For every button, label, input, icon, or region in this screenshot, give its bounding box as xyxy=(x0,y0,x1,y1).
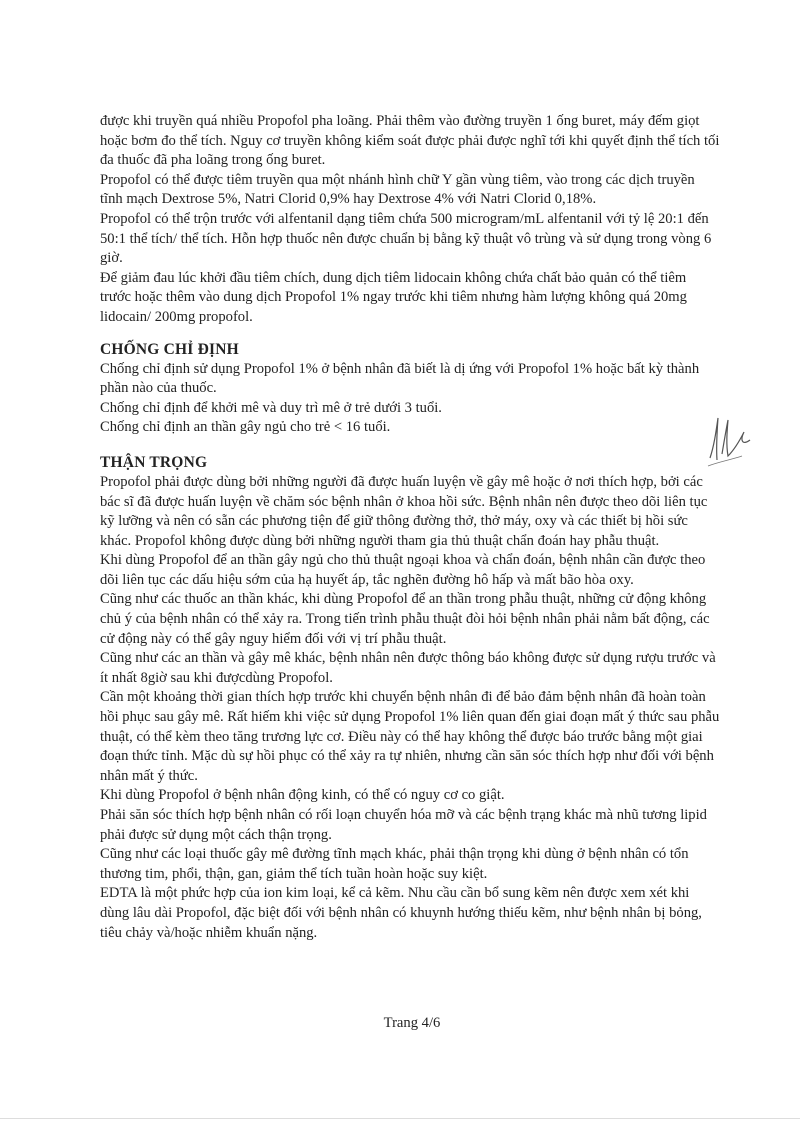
precaution-paragraph: Khi dùng Propofol ở bệnh nhân động kinh, có thể có nguy cơ co giật. xyxy=(100,787,505,804)
precaution-paragraph: Phải săn sóc thích hợp bệnh nhân có rối loạn chuyển hóa mỡ và các bệnh trạng khác mà nhũ tương lipid phải được sử dụng một cách thận trọng. xyxy=(100,807,707,843)
handwritten-signature xyxy=(704,410,756,468)
intro-paragraph: được khi truyền quá nhiều Propofol pha loãng. Phải thêm vào đường truyền 1 ống buret, máy đếm giọt hoặc bơm đo thể tích. Nguy cơ truyền không kiểm soát được phải được nghĩ tới khi quyết định thể tích tối đa thuốc đã pha loãng trong ống buret. xyxy=(100,113,720,169)
contraindication-paragraph: Chống chỉ định an thần gây ngủ cho trẻ < 16 tuổi. xyxy=(100,419,391,436)
precaution-paragraph: Cũng như các thuốc an thần khác, khi dùng Propofol để an thần trong phẫu thuật, những cử động không chủ ý của bệnh nhân có thể xảy ra. Trong tiến trình phẫu thuật đòi hỏi bệnh nhân phải nằm bất động, các cử động này có thể gây nguy hiểm đối với vị trí phẫu thuật. xyxy=(100,591,710,647)
contraindication-paragraph: Chống chỉ định để khởi mê và duy trì mê ở trẻ dưới 3 tuổi. xyxy=(100,399,442,416)
intro-paragraph: Để giảm đau lúc khởi đầu tiêm chích, dung dịch tiêm lidocain không chứa chất bảo quản có thể tiêm trước hoặc thêm vào dung dịch Propofol 1% ngay trước khi tiêm nhưng hàm lượng không quá 20mg lidocain/ 200mg propofol. xyxy=(100,269,687,325)
page-number: Trang 4/6 xyxy=(383,1015,441,1031)
precaution-paragraph: Cũng như các loại thuốc gây mê đường tĩnh mạch khác, phải thận trọng khi dùng ở bệnh nhân có tổn thương tim, phổi, thận, gan, giảm thể tích tuần hoàn hoặc suy kiệt. xyxy=(100,846,689,882)
intro-paragraph: Propofol có thể trộn trước với alfentanil dạng tiêm chứa 500 microgram/mL alfentanil với tỷ lệ 20:1 đến 50:1 thể tích/ thể tích. Hỗn hợp thuốc nên được chuẩn bị bằng kỹ thuật vô trùng và sử dụng trong vòng 6 giờ. xyxy=(100,210,712,267)
document-body xyxy=(100,112,720,943)
scan-edge-line xyxy=(0,1118,800,1119)
precaution-paragraph: Khi dùng Propofol để an thần gây ngủ cho thủ thuật ngoại khoa và chẩn đoán, bệnh nhân cần được theo dõi liên tục các dấu hiệu sớm của hạ huyết áp, tắc nghẽn đường hô hấp và mất bão hòa oxy. xyxy=(100,552,706,588)
precaution-paragraph: EDTA là một phức hợp của ion kim loại, kể cả kẽm. Nhu cầu cần bổ sung kẽm nên được xem xét khi dùng lâu dài Propofol, đặc biệt đối với bệnh nhân có khuynh hướng thiếu kẽm, như bệnh nhân bị bỏng, tiêu chảy và/hoặc nhiễm khuẩn nặng. xyxy=(100,885,702,941)
precaution-paragraph: Propofol phải được dùng bởi những người đã được huấn luyện về gây mê hoặc ở nơi thích hợp, bởi các bác sĩ đã được huấn luyện về chăm sóc bệnh nhân ở khoa hồi sức. Bệnh nhân nên được theo dõi liên tục kỹ lưỡng và nên có sẵn các phương tiện để giữ thông đường thở, thở máy, oxy và các thiết bị hồi sức khác. Propofol không được dùng bởi những người tham gia thủ thuật chẩn đoán hay phẫu thuật. xyxy=(100,473,708,549)
precautions-heading: THẬN TRỌNG xyxy=(100,453,208,471)
precaution-paragraph: Cũng như các an thần và gây mê khác, bệnh nhân nên được thông báo không được sử dụng rượu trước và ít nhất 8giờ sau khi đượcdùng Propofol. xyxy=(100,650,716,686)
contraindications-heading: CHỐNG CHỈ ĐỊNH xyxy=(100,340,239,358)
precaution-paragraph: Cần một khoảng thời gian thích hợp trước khi chuyển bệnh nhân đi để bảo đảm bệnh nhân đã hoàn toàn hồi phục sau gây mê. Rất hiếm khi việc sử dụng Propofol 1% liên quan đến giai đoạn mất ý thức sau phẫu thuật, có thể kèm theo tăng trương lực cơ. Điều này có thể hay không thể được báo trước bằng một giai đoạn thức tỉnh. Mặc dù sự hồi phục có thể xảy ra tự nhiên, nhưng cần săn sóc thích hợp như đối với bệnh nhân mất ý thức. xyxy=(100,689,720,784)
intro-paragraph: Propofol có thể được tiêm truyền qua một nhánh hình chữ Y gần vùng tiêm, vào trong các dịch truyền tĩnh mạch Dextrose 5%, Natri Clorid 0,9% hay Dextrose 4% với Natri Clorid 0,18%. xyxy=(100,171,695,208)
contraindication-paragraph: Chống chỉ định sử dụng Propofol 1% ở bệnh nhân đã biết là dị ứng với Propofol 1% hoặc bất kỳ thành phần nào của thuốc. xyxy=(100,360,700,397)
page-footer xyxy=(0,1015,800,1032)
